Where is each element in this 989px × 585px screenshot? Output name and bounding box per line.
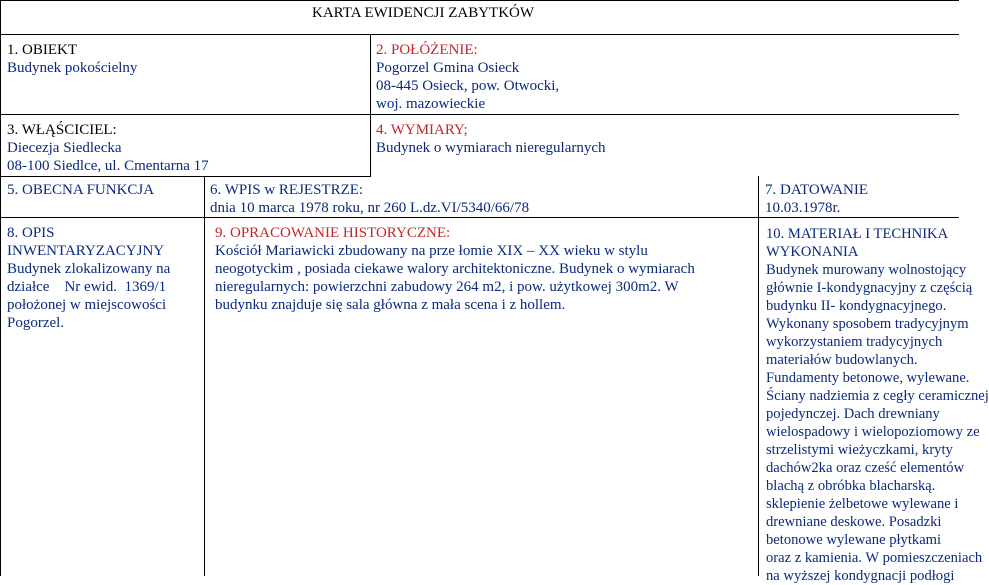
section-material-line-17: betonowe wylewane płytkami bbox=[766, 532, 942, 548]
section-historical-line-4: budynku znajduje się sala główna z mała scena i z hollem. bbox=[215, 297, 566, 313]
section-location-line-3: woj. mazowieckie bbox=[376, 96, 486, 112]
section-register-value: dnia 10 marca 1978 roku, nr 260 L.dz.VI/5340/66/78 bbox=[210, 200, 530, 216]
section-material-line-12: strzelistymi wieżyczkami, kryty bbox=[766, 442, 953, 458]
col-divider-main bbox=[370, 34, 371, 177]
section-material-technique bbox=[766, 225, 989, 585]
table-top-border bbox=[0, 0, 959, 1]
section-description-line-3: Budynek zlokalizowany na bbox=[7, 261, 171, 277]
section-material-line-13: dachów2ka oraz cześć elementów bbox=[766, 460, 965, 476]
section-owner-line-1: Diecezja Siedlecka bbox=[7, 140, 122, 156]
section-historical-heading: 9. OPRACOWANIE HISTORYCZNE: bbox=[215, 225, 451, 241]
section-dating-value: 10.03.1978r. bbox=[765, 200, 841, 216]
section-material-line-3: głównie I-kondygnacyjny z częścią bbox=[766, 280, 973, 296]
section-register-entry bbox=[210, 181, 529, 217]
section-historical-line-3: nieregularnych: powierzchni zabudowy 264 m2, i pow. użytkowej 300m2. W bbox=[215, 279, 679, 295]
section-material-line-15: sklepienie żelbetowe wylewane i bbox=[766, 496, 959, 512]
section-material-line-2: Budynek murowany wolnostojący bbox=[766, 262, 967, 278]
section-location-heading: 2. POŁÓŻENIE: bbox=[376, 42, 478, 58]
section-owner-line-2: 08-100 Siedlce, ul. Cmentarna 17 bbox=[7, 158, 209, 174]
section-material-technique-clip bbox=[759, 218, 989, 584]
section-object bbox=[7, 41, 137, 77]
section-material-line-10: pojedynczej. Dach drewniany bbox=[766, 406, 940, 422]
section-location-line-1: Pogorzel Gmina Osieck bbox=[376, 60, 520, 76]
section-register-heading: 6. WPIS w REJESTRZE: bbox=[210, 182, 364, 198]
section-dimensions bbox=[376, 121, 606, 157]
section-historical-study bbox=[215, 224, 695, 314]
section-dimensions-heading: 4. WYMIARY; bbox=[376, 122, 468, 138]
section-owner-heading: 3. WŁĄŚCICIEL: bbox=[7, 122, 117, 138]
section-dating bbox=[765, 181, 868, 217]
section-material-line-19: na wyższej kondygnacji podłogi bbox=[766, 568, 955, 584]
section-location-line-2: 08-445 Osieck, pow. Otwocki, bbox=[376, 78, 560, 94]
section-material-line-14: blachą z obróbka blacharską. bbox=[766, 478, 936, 494]
section-dating-heading: 7. DATOWANIE bbox=[765, 182, 869, 198]
section-object-value: Budynek pokościelny bbox=[7, 60, 138, 76]
section-historical-line-2: neogotyckim , posiada ciekawe walory architektoniczne. Budynek o wymiarach bbox=[215, 261, 695, 277]
section-current-function-heading: 5. OBECNA FUNKCJA bbox=[7, 182, 155, 198]
section-inventory-description bbox=[7, 224, 170, 332]
section-description-line-5: położonej w miejscowości bbox=[7, 297, 167, 313]
section-material-heading: 10. MATERIAŁ I TECHNIKA bbox=[766, 226, 949, 242]
section-description-line-1: 8. OPIS bbox=[7, 225, 55, 241]
row2-separator bbox=[0, 114, 370, 115]
section-material-line-18: oraz z kamienia. W pomieszczeniach bbox=[766, 550, 983, 566]
section-material-line-7: materiałów budowlanych. bbox=[766, 352, 918, 368]
section-object-heading: 1. OBIEKT bbox=[7, 42, 77, 58]
section-material-line-8: Fundamenty betonowe, wylewane. bbox=[766, 370, 970, 386]
section-location bbox=[376, 41, 559, 113]
title-row-bottom-border bbox=[0, 34, 959, 35]
page-title: KARTA EWIDENCJI ZABYTKÓW bbox=[312, 5, 535, 21]
section-material-line-11: wielospadowy i wielopoziomowy ze bbox=[766, 424, 980, 440]
col-divider-s5-s6 bbox=[204, 176, 205, 576]
section-historical-line-1: Kościół Mariawicki zbudowany na prze łomie XIX – XX wieku w stylu bbox=[215, 243, 648, 259]
section-material-line-6: wykorzystaniem tradycyjnych bbox=[766, 334, 943, 350]
section-description-line-2: INWENTARYZACYJNY bbox=[7, 243, 165, 259]
section-material-line-9: Ściany nadziemia z cegły ceramicznej bbox=[766, 388, 989, 404]
right-block-separator bbox=[370, 114, 959, 115]
section-material-line-16: drewniane deskowe. Posadzki bbox=[766, 514, 942, 530]
section-current-function bbox=[7, 181, 154, 199]
section-owner bbox=[7, 121, 209, 175]
section-description-line-4: działce Nr ewid. 1369/1 bbox=[7, 279, 167, 295]
left-border bbox=[0, 0, 1, 576]
section-material-line-4: budynku II- kondygnacyjnego. bbox=[766, 298, 947, 314]
section-dimensions-value: Budynek o wymiarach nieregularnych bbox=[376, 140, 606, 156]
section-material-line-1: WYKONANIA bbox=[766, 244, 859, 260]
section-description-line-6: Pogorzel. bbox=[7, 315, 65, 331]
row3-separator bbox=[0, 176, 370, 177]
section-material-line-5: Wykonany sposobem tradycyjnym bbox=[766, 316, 969, 332]
